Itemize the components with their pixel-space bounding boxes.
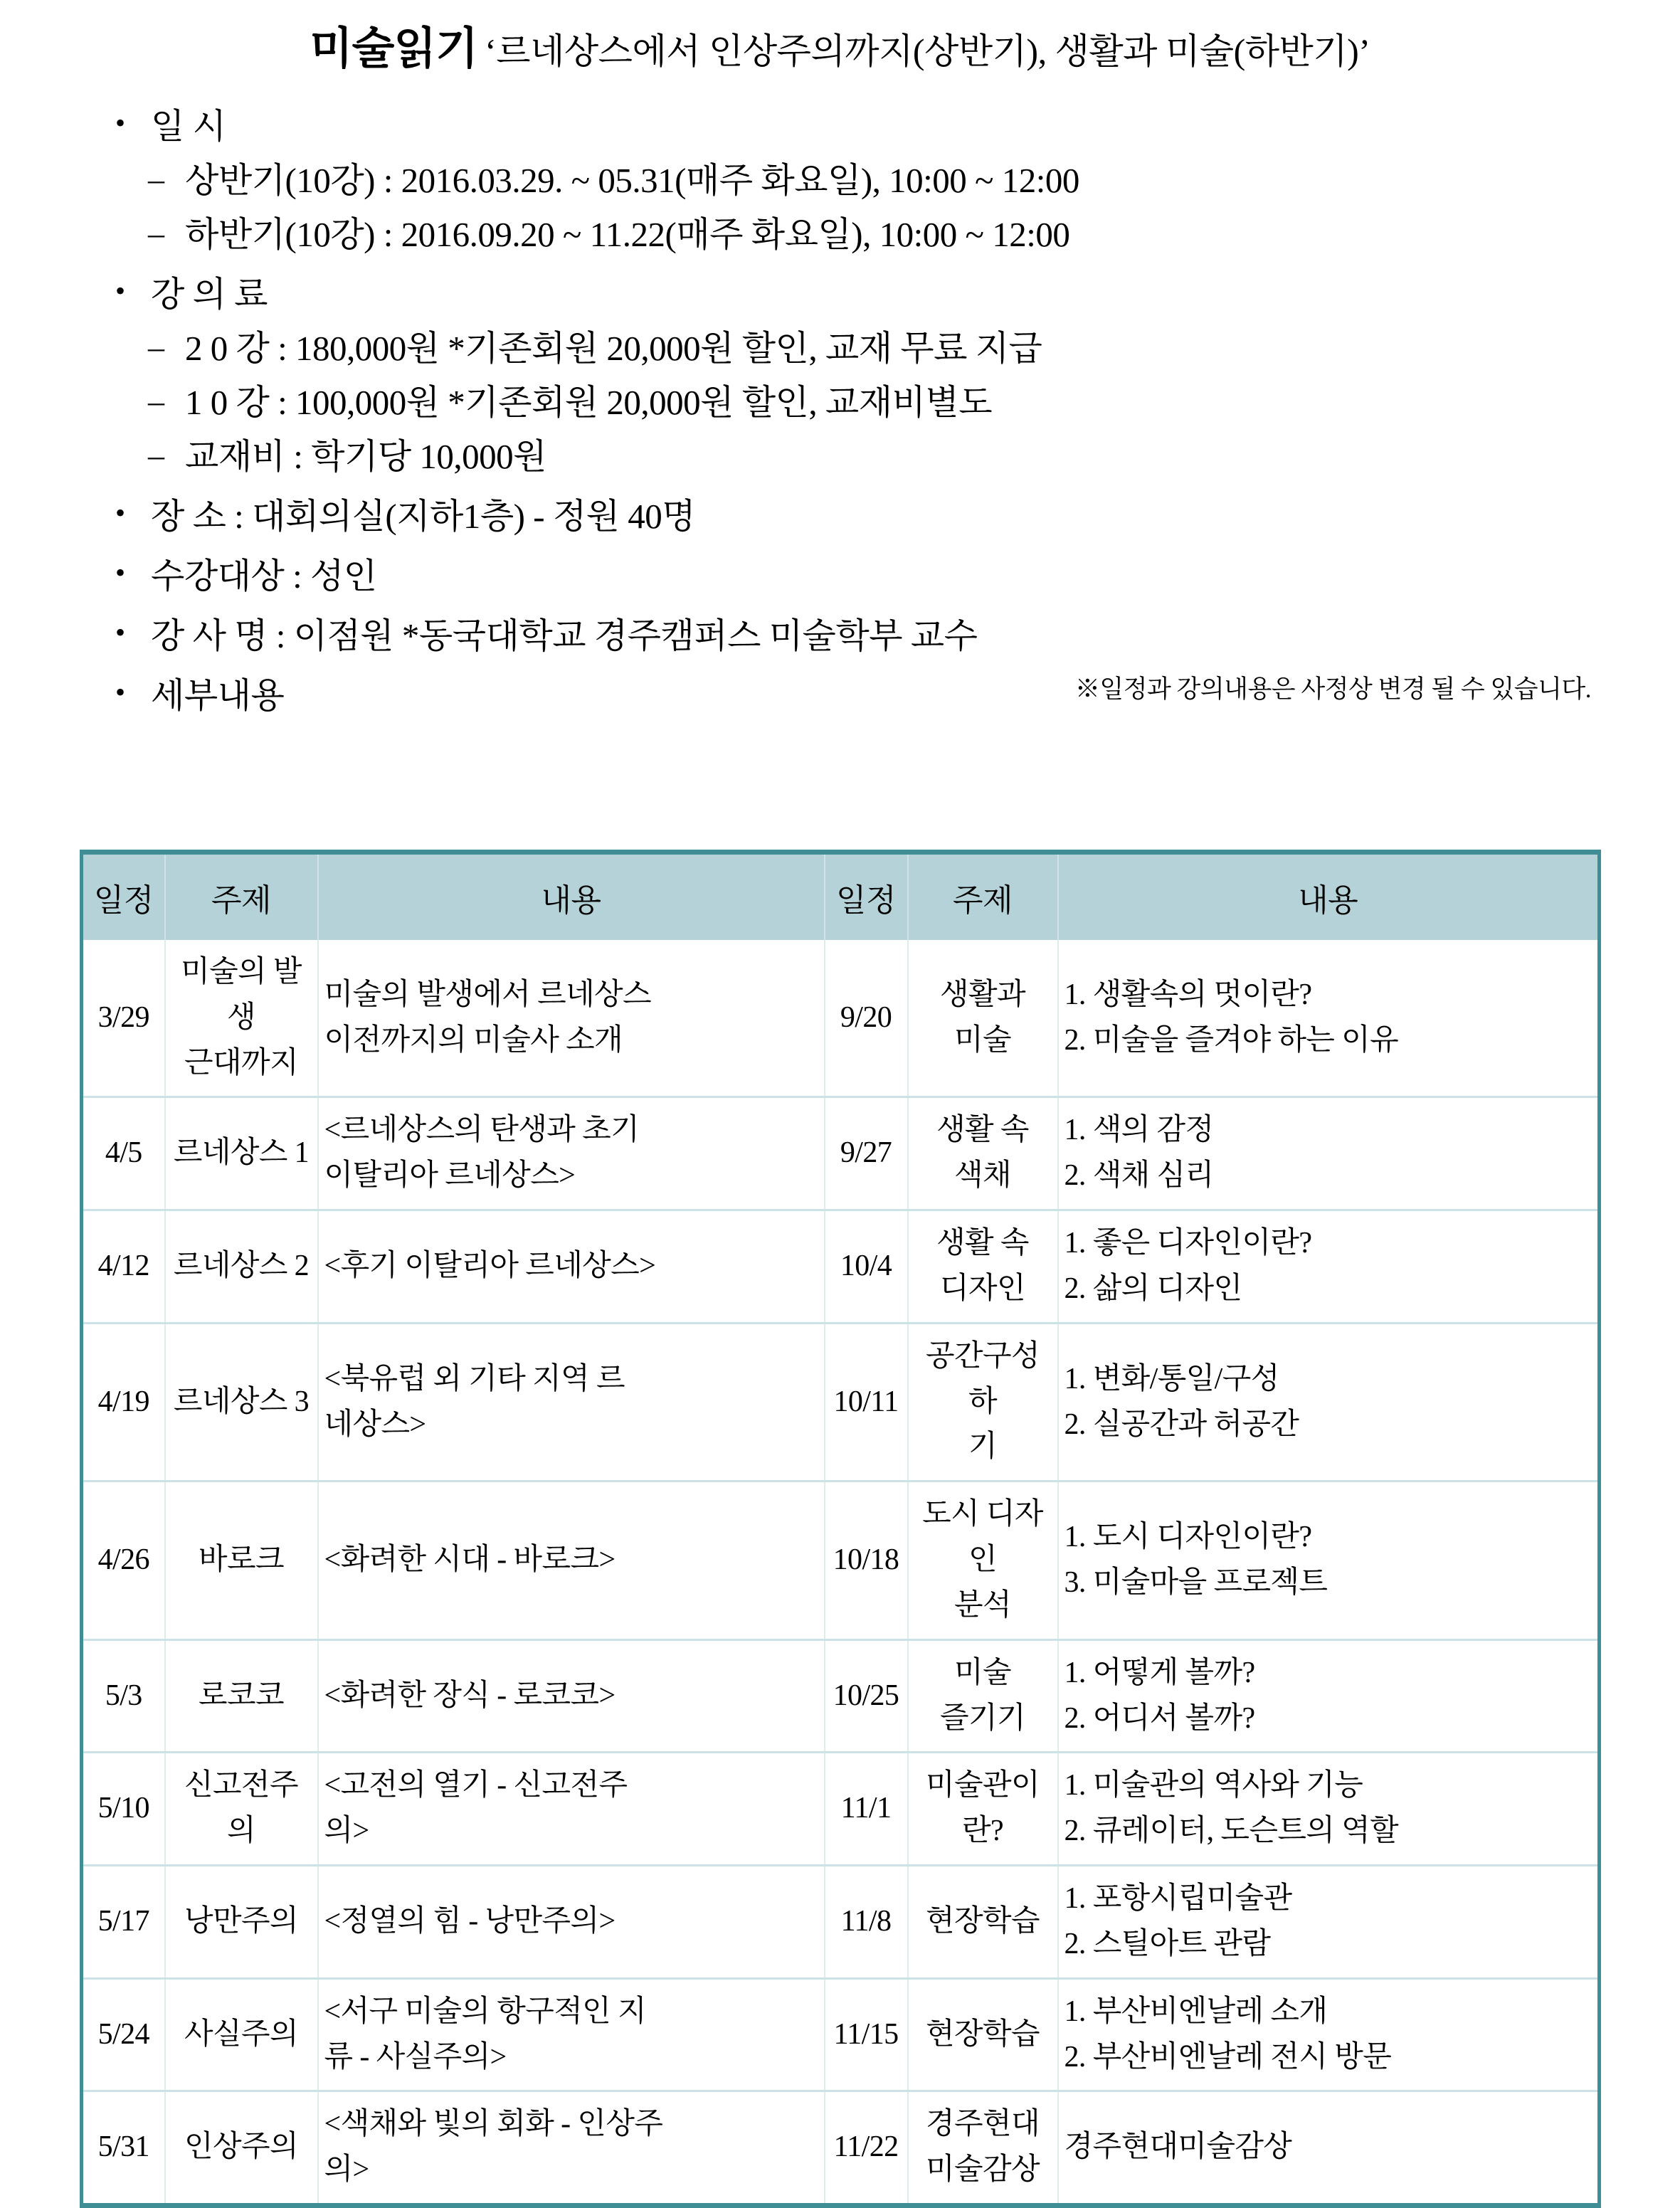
cell-topic-second-half-line: 생활 속 (936, 1227, 1029, 1260)
cell-content-first-half-line: 네상스> (324, 1407, 426, 1441)
cell-topic-first-half-line: 낭만주의 (184, 1904, 298, 1938)
cell-date-first-half-line: 5/31 (97, 2130, 149, 2164)
cell-date-second-half-line: 10/4 (840, 1250, 892, 1283)
cell-date-second-half-line: 9/27 (840, 1136, 892, 1170)
cell-topic-first-half-line: 미술의 발생 (181, 956, 302, 1034)
cell-topic-first-half (165, 1639, 318, 1753)
cell-content-second-half-line: 3. 미술마을 프로젝트 (1064, 1566, 1328, 1600)
schedule-change-note: ※일정과 강의내용은 사정상 변경 될 수 있습니다. (1074, 675, 1591, 703)
cell-content-first-half (318, 1866, 825, 1979)
cell-date-second-half (825, 1639, 908, 1753)
table-row (82, 1097, 1600, 1210)
cell-date-first-half (82, 1978, 165, 2091)
cell-content-first-half (318, 1097, 825, 1210)
table-row (82, 1323, 1600, 1481)
cell-content-first-half (318, 1978, 825, 2091)
cell-topic-first-half (165, 1210, 318, 1324)
cell-topic-first-half-line: 르네상스 1 (173, 1136, 310, 1170)
cell-topic-first-half-line: 근대까지 (184, 1046, 298, 1079)
cell-date-second-half-line: 10/11 (833, 1385, 899, 1418)
cell-topic-second-half (908, 1097, 1058, 1210)
cell-content-first-half-line: <르네상스의 탄생과 초기 (324, 1114, 640, 1147)
cell-content-second-half-line: 2. 어디서 볼까? (1064, 1701, 1255, 1735)
cell-content-second-half-line: 2. 색채 심리 (1064, 1159, 1214, 1193)
cell-content-first-half-line: 이탈리아 르네상스> (324, 1159, 576, 1193)
cell-date-second-half (825, 940, 908, 1097)
cell-content-first-half (318, 940, 825, 1097)
col-header-topic-1: 주제 (165, 852, 318, 941)
cell-content-first-half-line: 의> (324, 1815, 369, 1848)
cell-content-second-half-line: 1. 어떻게 볼까? (1064, 1656, 1255, 1689)
cell-topic-first-half (165, 1978, 318, 2091)
schedule-table-wrapper (80, 850, 1597, 2208)
cell-content-second-half (1058, 1866, 1600, 1979)
cell-date-first-half-line: 5/24 (97, 2017, 149, 2051)
table-row (82, 1639, 1600, 1753)
col-header-date-2: 일정 (825, 852, 908, 941)
cell-topic-second-half-line: 미술감상 (926, 2153, 1040, 2187)
cell-date-first-half-line: 4/26 (97, 1543, 149, 1577)
cell-content-second-half (1058, 940, 1600, 1097)
cell-topic-second-half (908, 1481, 1058, 1639)
info-item-fee-book: – 교재비 : 학기당 10,000원 (107, 439, 1680, 475)
cell-topic-second-half-line: 현장학습 (926, 2017, 1040, 2051)
cell-content-first-half (318, 1753, 825, 1866)
cell-content-first-half-line: 의> (324, 2153, 369, 2187)
col-header-date-1: 일정 (82, 852, 165, 941)
cell-date-first-half-line: 5/3 (105, 1679, 142, 1712)
cell-topic-second-half-line: 색채 (954, 1159, 1011, 1193)
cell-topic-first-half (165, 2091, 318, 2206)
cell-topic-first-half (165, 1866, 318, 1979)
table-row (82, 940, 1600, 1097)
cell-topic-second-half-line: 미술 (954, 1656, 1011, 1689)
cell-content-second-half-line: 1. 포항시립미술관 (1064, 1882, 1292, 1916)
cell-content-second-half (1058, 1481, 1600, 1639)
cell-content-second-half-line: 1. 색의 감정 (1064, 1114, 1214, 1147)
cell-date-first-half (82, 1210, 165, 1324)
cell-content-first-half-line: <북유럽 외 기타 지역 르 (324, 1362, 625, 1395)
cell-topic-second-half-line: 미술 (954, 1023, 1011, 1057)
cell-content-first-half-line: 류 - 사실주의> (324, 2040, 507, 2074)
info-item-place: • 장 소 : 대회의실(지하1층) - 정원 40명 (107, 499, 1680, 534)
cell-topic-second-half-line: 생활과 (940, 978, 1025, 1011)
cell-date-first-half-line: 3/29 (97, 1000, 149, 1034)
schedule-table-head (82, 852, 1600, 941)
cell-content-first-half (318, 1210, 825, 1324)
cell-topic-second-half (908, 1978, 1058, 2091)
cell-date-first-half (82, 1097, 165, 1210)
col-header-topic-2: 주제 (908, 852, 1058, 941)
cell-date-second-half (825, 2091, 908, 2206)
cell-content-second-half-line: 1. 변화/통일/구성 (1064, 1362, 1279, 1395)
cell-content-second-half-line: 2. 실공간과 허공간 (1064, 1407, 1299, 1441)
cell-date-second-half (825, 1210, 908, 1324)
table-row (82, 1481, 1600, 1639)
cell-date-first-half (82, 1323, 165, 1481)
table-header-row (82, 852, 1600, 941)
cell-date-first-half (82, 1639, 165, 1753)
cell-topic-second-half-line: 기 (968, 1430, 997, 1464)
cell-topic-first-half-line: 바로크 (199, 1543, 284, 1577)
cell-date-first-half-line: 4/19 (97, 1385, 149, 1418)
table-row (82, 1866, 1600, 1979)
cell-date-first-half (82, 1753, 165, 1866)
info-item-fee-20: – 2 0 강 : 180,000원 *기존회원 20,000원 할인, 교재 무료 지급 (107, 331, 1680, 366)
cell-date-second-half (825, 1866, 908, 1979)
info-item-detail-label: • 세부내용 (107, 678, 1680, 714)
cell-content-first-half-line: <화려한 장식 - 로코코> (324, 1679, 616, 1712)
cell-date-second-half (825, 1097, 908, 1210)
table-row (82, 1978, 1600, 2091)
col-header-content-1: 내용 (318, 852, 825, 941)
cell-topic-first-half-line: 르네상스 2 (173, 1250, 310, 1283)
cell-topic-second-half (908, 1866, 1058, 1979)
cell-date-second-half (825, 1481, 908, 1639)
cell-content-second-half-line: 2. 삶의 디자인 (1064, 1272, 1242, 1305)
cell-topic-first-half (165, 1753, 318, 1866)
cell-topic-first-half (165, 1323, 318, 1481)
cell-content-second-half (1058, 1323, 1600, 1481)
cell-date-second-half-line: 11/8 (840, 1904, 892, 1938)
cell-topic-first-half (165, 1481, 318, 1639)
cell-topic-second-half (908, 1323, 1058, 1481)
cell-topic-second-half (908, 1639, 1058, 1753)
cell-content-second-half-line: 1. 부산비엔날레 소개 (1064, 1995, 1328, 2028)
cell-topic-second-half-line: 공간구성하 (926, 1339, 1040, 1418)
schedule-table (80, 850, 1601, 2208)
cell-topic-first-half (165, 1097, 318, 1210)
cell-content-first-half (318, 1481, 825, 1639)
cell-content-second-half (1058, 1639, 1600, 1753)
cell-topic-second-half-line: 디자인 (940, 1272, 1025, 1305)
cell-topic-first-half-line: 로코코 (199, 1679, 284, 1712)
table-row (82, 1753, 1600, 1866)
cell-topic-second-half-line: 현장학습 (926, 1904, 1040, 1938)
cell-content-first-half-line: <고전의 열기 - 신고전주 (324, 1769, 628, 1802)
cell-date-first-half-line: 4/5 (105, 1136, 142, 1170)
cell-topic-second-half (908, 940, 1058, 1097)
cell-topic-second-half-line: 분석 (954, 1588, 1011, 1622)
cell-content-first-half-line: <화려한 시대 - 바로크> (324, 1543, 616, 1577)
col-header-content-2: 내용 (1058, 852, 1600, 941)
schedule-table-body (82, 940, 1600, 2206)
cell-content-second-half-line: 경주현대미술감상 (1064, 2130, 1292, 2164)
cell-content-second-half-line: 2. 스틸아트 관람 (1064, 1927, 1271, 1960)
cell-date-second-half (825, 1323, 908, 1481)
cell-date-second-half (825, 1753, 908, 1866)
cell-date-first-half (82, 1481, 165, 1639)
cell-content-second-half-line: 1. 도시 디자인이란? (1064, 1521, 1312, 1554)
page-title (0, 0, 1680, 76)
cell-date-second-half-line: 11/22 (833, 2130, 899, 2164)
title-main: 미술읽기 (310, 24, 478, 73)
cell-content-first-half (318, 1639, 825, 1753)
cell-topic-second-half-line: 경주현대 (926, 2108, 1040, 2141)
cell-topic-first-half-line: 신고전주의 (184, 1769, 298, 1848)
cell-date-second-half-line: 9/20 (840, 1000, 892, 1034)
cell-topic-second-half-line: 생활 속 (936, 1114, 1029, 1147)
cell-content-first-half-line: <정열의 힘 - 낭만주의> (324, 1904, 616, 1938)
table-row (82, 1210, 1600, 1324)
cell-content-second-half (1058, 1097, 1600, 1210)
cell-date-first-half-line: 5/17 (97, 1904, 149, 1938)
cell-date-first-half (82, 940, 165, 1097)
cell-content-first-half-line: <색채와 빛의 회화 - 인상주 (324, 2108, 663, 2141)
cell-content-first-half-line: <후기 이탈리아 르네상스> (324, 1250, 656, 1283)
cell-topic-second-half (908, 1753, 1058, 1866)
cell-topic-second-half (908, 1210, 1058, 1324)
cell-topic-first-half (165, 940, 318, 1097)
cell-date-second-half-line: 10/25 (833, 1679, 899, 1712)
cell-topic-second-half (908, 2091, 1058, 2206)
cell-topic-second-half-line: 즐기기 (940, 1701, 1025, 1735)
cell-content-second-half (1058, 1978, 1600, 2091)
info-item-first-half: – 상반기(10강) : 2016.03.29. ~ 05.31(매주 화요일), 10:00 ~ 12:00 (107, 163, 1680, 199)
cell-content-second-half-line: 2. 미술을 즐겨야 하는 이유 (1064, 1023, 1399, 1057)
cell-content-second-half-line: 2. 큐레이터, 도슨트의 역할 (1064, 1815, 1399, 1848)
cell-content-second-half-line: 1. 미술관의 역사와 기능 (1064, 1769, 1363, 1802)
info-item-fee-label: • 강 의 료 (107, 277, 1680, 312)
info-item-second-half: – 하반기(10강) : 2016.09.20 ~ 11.22(매주 화요일), 10:00 ~ 12:00 (107, 217, 1680, 253)
cell-date-first-half-line: 4/12 (97, 1250, 149, 1283)
cell-content-second-half (1058, 2091, 1600, 2206)
cell-content-second-half (1058, 1753, 1600, 1866)
cell-content-second-half (1058, 1210, 1600, 1324)
cell-date-first-half (82, 2091, 165, 2206)
table-row (82, 2091, 1600, 2206)
cell-topic-first-half-line: 사실주의 (184, 2017, 298, 2051)
cell-topic-first-half-line: 르네상스 3 (173, 1385, 310, 1418)
cell-content-first-half (318, 2091, 825, 2206)
cell-date-first-half (82, 1866, 165, 1979)
title-subtitle: ‘르네상스에서 인상주의까지(상반기), 생활과 미술(하반기)’ (485, 31, 1370, 71)
cell-date-second-half-line: 11/15 (833, 2017, 899, 2051)
cell-content-second-half-line: 2. 부산비엔날레 전시 방문 (1064, 2040, 1392, 2074)
info-item-target: • 수강대상 : 성인 (107, 559, 1680, 594)
cell-content-second-half-line: 1. 생활속의 멋이란? (1064, 978, 1312, 1011)
cell-topic-first-half-line: 인상주의 (184, 2130, 298, 2164)
cell-content-first-half-line: 이전까지의 미술사 소개 (324, 1023, 623, 1057)
cell-date-first-half-line: 5/10 (97, 1792, 149, 1825)
cell-content-first-half (318, 1323, 825, 1481)
info-item-lecturer: • 강 사 명 : 이점원 *동국대학교 경주캠퍼스 미술학부 교수 (107, 618, 1680, 654)
info-item-fee-10: – 1 0 강 : 100,000원 *기존회원 20,000원 할인, 교재비별도 (107, 385, 1680, 421)
cell-content-first-half-line: 미술의 발생에서 르네상스 (324, 978, 651, 1011)
cell-date-second-half (825, 1978, 908, 2091)
cell-content-second-half-line: 1. 좋은 디자인이란? (1064, 1227, 1312, 1260)
cell-date-second-half-line: 10/18 (833, 1543, 899, 1577)
cell-topic-second-half-line: 미술관이란? (926, 1769, 1040, 1848)
course-info-list (0, 109, 1680, 714)
cell-topic-second-half-line: 도시 디자인 (922, 1498, 1043, 1577)
cell-content-first-half-line: <서구 미술의 항구적인 지 (324, 1995, 647, 2028)
cell-date-second-half-line: 11/1 (840, 1792, 892, 1825)
info-item-datetime-label: • 일 시 (107, 109, 1680, 144)
